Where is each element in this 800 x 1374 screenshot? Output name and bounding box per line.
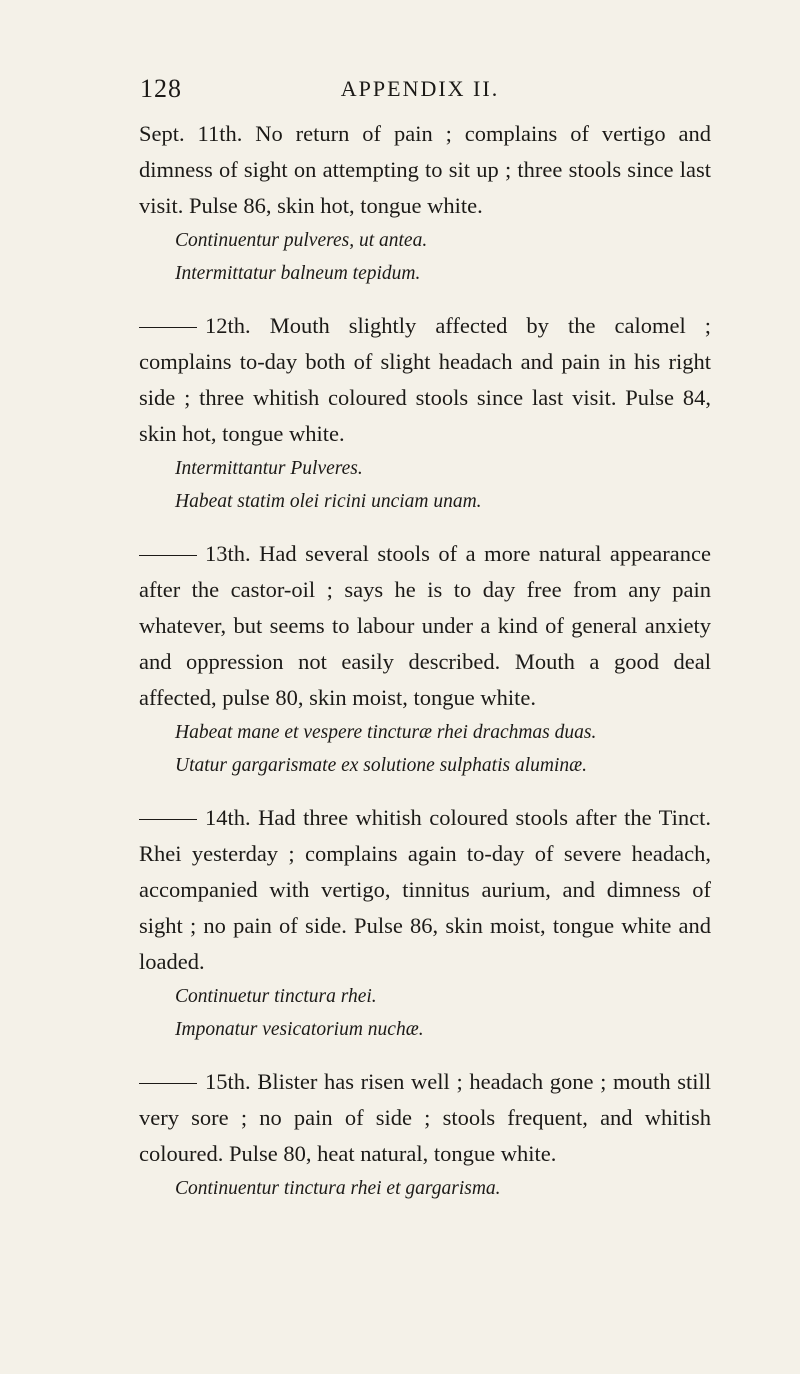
- prescription: Utatur gargarismate ex solutione sulphatis aluminæ.: [175, 755, 588, 776]
- entry-paragraph: [139, 308, 711, 452]
- entry-text: Sept. 11th. No return of pain ; complains of vertigo and dimness of sight on attempting to sit up ; three stools since last visit. Pulse 86, skin hot, tongue white.: [139, 121, 711, 218]
- prescription: Continuentur tinctura rhei et gargarisma.: [175, 1178, 501, 1199]
- prescription: Intermittatur balneum tepidum.: [175, 263, 421, 284]
- prescription: Continuetur tinctura rhei.: [175, 986, 377, 1007]
- date-dash: [139, 327, 197, 328]
- entry-15th: [139, 1064, 711, 1205]
- prescription: Intermittantur Pulveres.: [175, 458, 363, 479]
- entry-14th: [139, 800, 711, 1046]
- page-number: 128: [140, 74, 182, 103]
- case-notes: [139, 116, 711, 1205]
- prescription: Continuentur pulveres, ut antea.: [175, 230, 428, 251]
- entry-text: Blister has risen well ; headach gone ; mouth still very sore ; no pain of side ; stools frequent, and whitish coloured. Pulse 80, heat natural, tongue white.: [139, 1069, 711, 1166]
- date-dash: [139, 819, 197, 820]
- page-header: [140, 74, 700, 114]
- entry-sept-11: [139, 116, 711, 290]
- entry-text: Had three whitish coloured stools after the Tinct. Rhei yesterday ; complains again to-day of severe headach, accompanied with vertigo, tinnitus aurium, and dimness of sight ; no pain of side. Pulse 86, skin moist, tongue white and loaded.: [139, 805, 711, 974]
- entry-date: 13th.: [205, 541, 251, 566]
- entry-paragraph: [139, 800, 711, 980]
- running-title: APPENDIX II.: [340, 76, 500, 101]
- entry-text: Had several stools of a more natural appearance after the castor-oil ; says he is to day free from any pain whatever, but seems to labour under a kind of general anxiety and oppression not easily described. Mouth a good deal affected, pulse 80, skin moist, tongue white.: [139, 541, 711, 710]
- date-dash: [139, 1083, 197, 1084]
- entry-date: 12th.: [205, 313, 251, 338]
- entry-date: 14th.: [205, 805, 251, 830]
- prescription: Habeat mane et vespere tincturæ rhei drachmas duas.: [175, 722, 597, 743]
- entry-12th: [139, 308, 711, 518]
- entry-text: Mouth slightly affected by the calomel ; complains to-day both of slight headach and pain in his right side ; three whitish coloured stools since last visit. Pulse 84, skin hot, tongue white.: [139, 313, 712, 446]
- prescription: Imponatur vesicatorium nuchæ.: [175, 1019, 424, 1040]
- date-dash: [139, 555, 197, 556]
- entry-13th: [139, 536, 711, 782]
- prescription: Habeat statim olei ricini unciam unam.: [175, 491, 482, 512]
- entry-paragraph: [139, 1064, 711, 1172]
- entry-date: 15th.: [205, 1069, 251, 1094]
- entry-paragraph: [139, 536, 711, 716]
